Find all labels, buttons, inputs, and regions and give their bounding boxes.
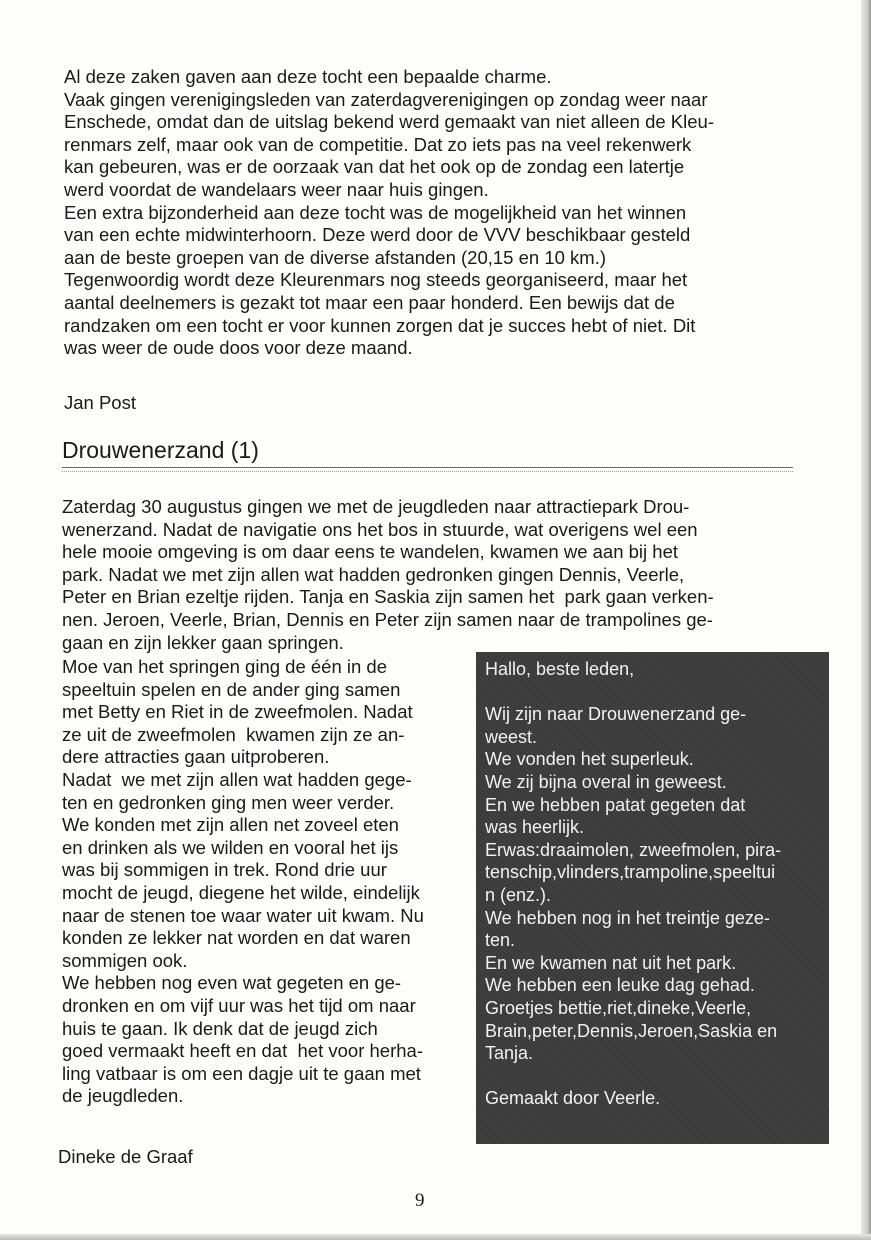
text-line: Enschede, omdat dan de uitslag bekend werd gemaakt van niet alleen de Kleu- <box>64 111 714 133</box>
letter-line: We hebben een leuke dag gehad. <box>485 975 755 996</box>
text-line: Moe van het springen ging de één in de <box>62 656 388 677</box>
text-line: kan gebeuren, was er de oorzaak van dat het ook op de zondag een latertje <box>64 156 685 178</box>
children-letter-box <box>476 652 829 1144</box>
letter-line: Brain,peter,Dennis,Jeroen,Saskia en <box>485 1020 778 1041</box>
letter-line: We hebben nog in het treintje geze- <box>485 907 770 928</box>
text-line: park. Nadat we met zijn allen wat hadden gedronken gingen Dennis, Veerle, <box>62 563 685 585</box>
story-paragraph-full-width <box>62 496 714 654</box>
letter-line: was heerlijk. <box>485 817 585 838</box>
text-line: renmars zelf, maar ook van de competitie. Dat zo iets pas na veel rekenwerk <box>64 133 692 155</box>
text-line: aan de beste groepen van de diverse afstanden (20,15 en 10 km.) <box>64 246 607 268</box>
letter-line: ten. <box>485 930 516 951</box>
text-line: We hebben nog even wat gegeten en ge- <box>62 972 402 994</box>
text-line: ten en gedronken ging men weer verder. <box>62 791 395 813</box>
text-line: dere attracties gaan uitproberen. <box>62 746 330 768</box>
text-line: werd voordat de wandelaars weer naar huis gingen. <box>64 178 489 200</box>
text-line: was bij sommigen in trek. Rond drie uur <box>62 859 387 881</box>
intro-paragraph <box>64 66 714 360</box>
text-line: Tegenwoordig wordt deze Kleurenmars nog steeds georganiseerd, maar het <box>64 269 688 291</box>
text-line: dronken en om vijf uur was het tijd om naar <box>62 994 416 1016</box>
bottom-edge <box>0 1234 871 1240</box>
text-line: ze uit de zweefmolen kwamen zijn ze an- <box>62 723 405 745</box>
text-line: nen. Jeroen, Veerle, Brian, Dennis en Peter zijn samen naar de trampolines ge- <box>62 608 713 630</box>
letter-line: Tanja. <box>485 1043 534 1064</box>
letter-line: tenschip,vlinders,trampoline,speeltui <box>485 862 776 883</box>
page-edge <box>861 0 871 1240</box>
text-line: sommigen ook. <box>62 949 188 971</box>
letter-line: Gemaakt door Veerle. <box>485 1088 661 1109</box>
text-line: met Betty en Riet in de zweefmolen. Nadat <box>62 701 413 723</box>
letter-line: n (enz.). <box>485 884 552 905</box>
letter-line: Groetjes bettie,riet,dineke,Veerle, <box>485 997 752 1018</box>
letter-line: weest. <box>485 726 538 747</box>
text-line: en drinken als we wilden en vooral het ijs <box>62 836 399 858</box>
text-line: huis te gaan. Ik denk dat de jeugd zich <box>62 1017 378 1039</box>
text-line: wenerzand. Nadat de navigatie ons het bos in stuurde, wat overigens wel een <box>62 518 698 540</box>
letter-line: We vonden het superleuk. <box>485 749 694 770</box>
signature-jan-post: Jan Post <box>64 392 136 413</box>
text-line: konden ze lekker nat worden en dat waren <box>62 927 411 949</box>
letter-line <box>485 681 829 704</box>
text-line: naar de stenen toe waar water uit kwam. Nu <box>62 904 424 926</box>
text-line: Peter en Brian ezeltje rijden. Tanja en Saskia zijn samen het park gaan verken- <box>62 586 714 608</box>
page-number: 9 <box>415 1190 425 1211</box>
text-line: goed vermaakt heeft en dat het voor herha- <box>62 1040 423 1062</box>
article-heading: Drouwenerzand (1) <box>62 437 259 463</box>
text-line: Vaak gingen verenigingsleden van zaterdagverenigingen op zondag weer naar <box>64 88 708 110</box>
text-line: hele mooie omgeving is om daar eens te wandelen, kwamen we aan bij het <box>62 541 679 563</box>
letter-line: Erwas:draaimolen, zweefmolen, pira- <box>485 839 782 860</box>
text-line: aantal deelnemers is gezakt tot maar een paar honderd. Een bewijs dat de <box>64 291 675 313</box>
text-line: gaan en zijn lekker gaan springen. <box>62 631 344 653</box>
letter-line: Hallo, beste leden, <box>485 659 635 679</box>
letter-line: We zij bijna overal in geweest. <box>485 771 727 792</box>
story-paragraph-column <box>62 656 424 1108</box>
text-line: was weer de oude doos voor deze maand. <box>64 337 413 359</box>
letter-line: Wij zijn naar Drouwenerzand ge- <box>485 704 747 725</box>
text-line: randzaken om een tocht er voor kunnen zorgen dat je succes hebt of niet. Dit <box>64 314 696 336</box>
signature-dineke-de-graaf: Dineke de Graaf <box>58 1146 193 1167</box>
text-line: speeltuin spelen en de ander ging samen <box>62 678 401 700</box>
letter-line <box>485 1065 829 1088</box>
text-line: Een extra bijzonderheid aan deze tocht was de mogelijkheid van het winnen <box>64 201 687 223</box>
text-line: ling vatbaar is om een dagje uit te gaan met <box>62 1062 421 1084</box>
text-line: Al deze zaken gaven aan deze tocht een bepaalde charme. <box>64 66 552 87</box>
letter-line: En we hebben patat gegeten dat <box>485 794 746 815</box>
text-line: We konden met zijn allen net zoveel eten <box>62 814 399 836</box>
text-line: Nadat we met zijn allen wat hadden gege- <box>62 768 412 790</box>
text-line: Zaterdag 30 augustus gingen we met de jeugdleden naar attractiepark Drou- <box>62 496 690 517</box>
heading-underline <box>62 467 793 472</box>
letter-line: En we kwamen nat uit het park. <box>485 952 737 973</box>
text-line: de jeugdleden. <box>62 1085 184 1107</box>
text-line: mocht de jeugd, diegene het wilde, eindelijk <box>62 881 420 903</box>
text-line: van een echte midwinterhoorn. Deze werd door de VVV beschikbaar gesteld <box>64 224 691 246</box>
